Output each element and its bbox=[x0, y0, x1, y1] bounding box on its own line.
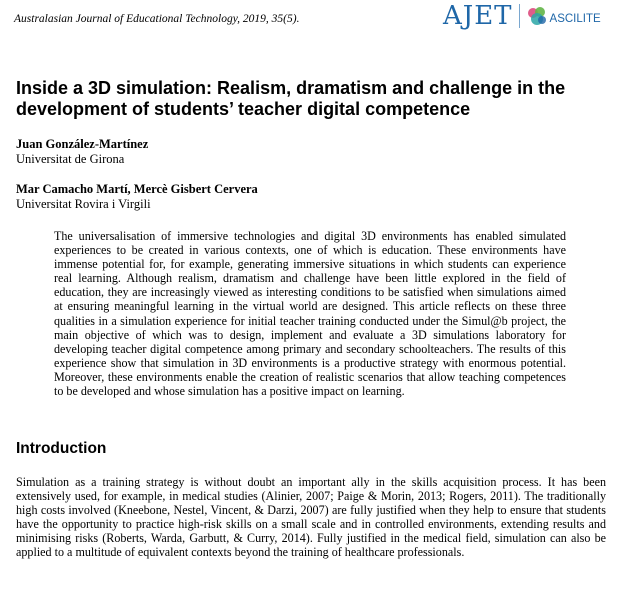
journal-citation: Australasian Journal of Educational Technology, 2019, 35(5). bbox=[14, 13, 300, 25]
ascilite-mark-icon bbox=[526, 5, 548, 27]
author-affiliation: Universitat de Girona bbox=[16, 152, 125, 166]
author-name: Mar Camacho Martí, Mercè Gisbert Cervera bbox=[16, 182, 258, 196]
journal-logo[interactable] bbox=[443, 2, 601, 30]
author-block-2 bbox=[16, 182, 258, 212]
logo-divider bbox=[519, 4, 520, 28]
abstract-text: The universalisation of immersive technologies and digital 3D environments has enabled simulated experiences to be created in various contexts, one of which is education. These environments have immense potential for, for example, generating immersive situations in which students can experience real learning. Although realism, dramatism and challenge have been little explored in the field of education, they are increasingly viewed as interesting conditions to be satisfied when simulations aimed at ensuring meaningful learning in the virtual world are designed. This article reflects on these three qualities in a simulation experience for initial teacher training conducted under the Simul@b project, the main objective of which was to design, implement and evaluate a 3D simulations laboratory for developing teacher digital competence among primary and secondary schoolteachers. The results of this experience show that simulation in 3D environments is a productive strategy with enormous potential. Moreover, these environments enable the creation of realistic scenarios that allow teaching competences to be developed and whose simulation has a positive impact on learning. bbox=[54, 229, 566, 399]
ascilite-logo-text: ASCILITE bbox=[549, 13, 601, 25]
author-name: Juan González-Martínez bbox=[16, 137, 149, 151]
author-block-1 bbox=[16, 137, 148, 167]
paper-title: Inside a 3D simulation: Realism, dramatism and challenge in the development of students’ teacher digital competence bbox=[16, 78, 566, 119]
introduction-paragraph: Simulation as a training strategy is without doubt an important ally in the skills acquisition process. It has been extensively used, for example, in medical studies (Alinier, 2007; Paige & Morin, 2013; Rogers, 2011). The traditionally high costs involved (Kneebone, Nestel, Vincent, & Darzi, 2007) are fully justified when they help to ensure that students have the opportunity to practice high-risk skills on a small scale and in controlled environments, extending results and minimising risks (Roberts, Warda, Garbutt, & Curry, 2014). Fully justified in the medical field, simulation can also be applied to a multitude of equivalent contexts beyond the training of healthcare professionals. bbox=[16, 475, 606, 560]
section-heading-introduction: Introduction bbox=[16, 440, 107, 457]
author-affiliation: Universitat Rovira i Virgili bbox=[16, 197, 151, 211]
ajet-logo-text: AJET bbox=[443, 1, 513, 31]
